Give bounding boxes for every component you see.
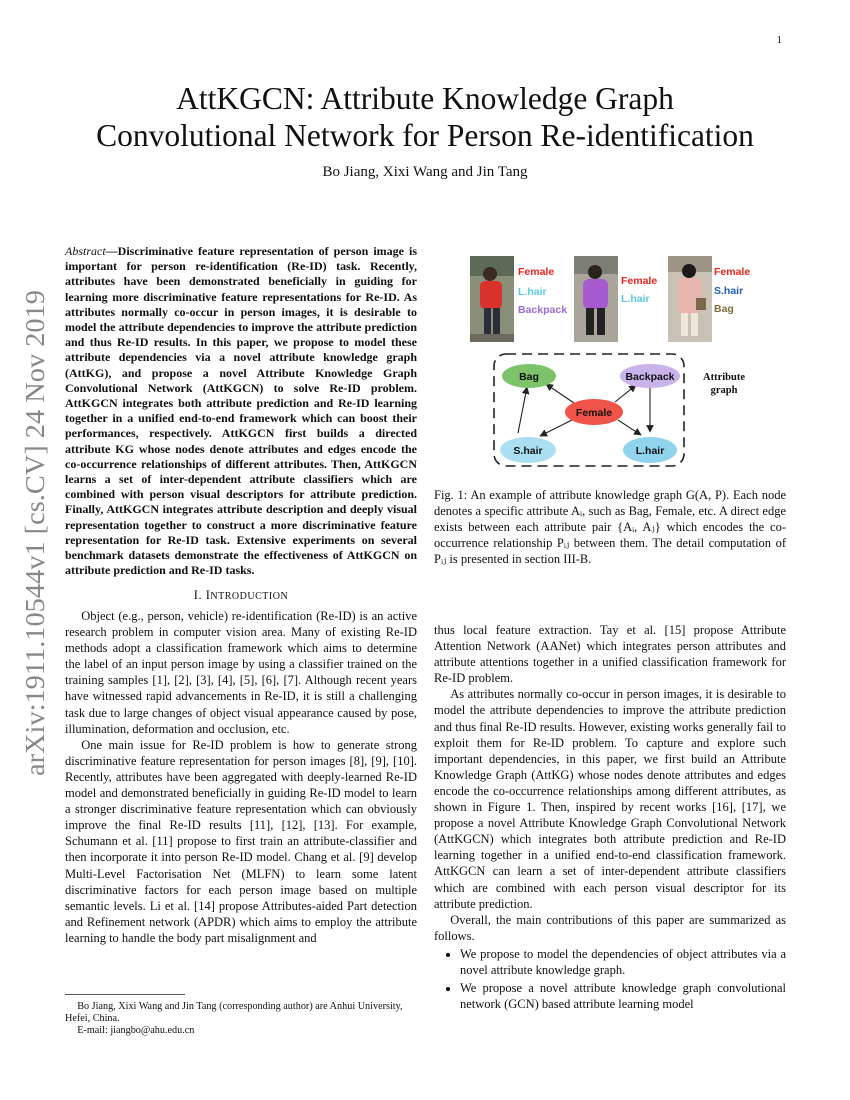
page-number: 1 xyxy=(776,34,782,46)
intro-paragraph-2: One main issue for Re-ID problem is how to generate strong discriminative feature representation for person images [8], [9], [10]. Recently, attributes have been aggregated with deeply-learned Re-ID model and demonstrated beneficially in guiding Re-ID model to learn a stronger discriminative feature representation which can obviously improve the final Re-ID results [11], [12], [13]. For example, Schumann et al. [11] propose to first train an attribute-classifier and then incorporate it into person Re-ID model. Chang et al. [9] develop Multi-Level Factorisation Net (MLFN) to learn some latent discriminative factors for each person image based on multiple semantic levels. Li et al. [14] propose Attributes-aided Part detection and Refinement network (APDR) which aims to employ the attribute learning to handle the body part misalignment and xyxy=(65,737,417,945)
arxiv-identifier: arXiv:1911.10544v1 [cs.CV] 24 Nov 2019 xyxy=(20,313,50,776)
paper-title xyxy=(60,80,790,154)
abstract-label: Abstract xyxy=(65,244,106,258)
person-2-label-1: Female xyxy=(621,275,658,287)
introduction-body xyxy=(65,608,417,946)
title-line-2: Convolutional Network for Person Re-identification xyxy=(96,118,754,153)
edge-female-lhair xyxy=(618,420,641,435)
person-1-label-2: L.hair xyxy=(518,286,547,298)
edge-shair-bag xyxy=(518,387,527,433)
node-female-label: Female xyxy=(575,407,613,419)
person-2-label-2: L.hair xyxy=(621,293,650,305)
right-paragraph-3: Overall, the main contributions of this paper are summarized as follows. xyxy=(434,912,786,943)
edge-female-backpack xyxy=(615,385,636,402)
person-1-label-1: Female xyxy=(518,266,555,278)
arxiv-sidebar xyxy=(14,288,54,778)
section-heading xyxy=(65,588,417,603)
person-1-label-3: Backpack xyxy=(518,304,568,316)
node-lhair-label: L.hair xyxy=(635,445,665,457)
node-bag-label: Bag xyxy=(519,371,539,383)
right-paragraph-2: As attributes normally co-occur in person images, it is desirable to model the attribute dependencies to improve the attribute prediction and thus final Re-ID results. However, existing works generally fail to exploit them for Re-ID problem. To capture and explore such important dependencies, in this paper, we first build an Attribute Knowledge Graph (AttKG) whose nodes denote attributes and edges encode the co-occurrence relationships among different attributes, as shown in Figure 1. Then, inspired by recent works [16], [17], we propose a novel Attribute Knowledge Graph Convolutional Network (AttKGCN) which integrates both attribute prediction and Re-ID learning together in a unified end-to-end classification framework. AttKGCN can learn a set of inter-dependent attribute classifiers which are combined with each person visual descriptor for its attribute prediction. xyxy=(434,687,786,911)
person-3-label-2: S.hair xyxy=(714,285,744,297)
edge-female-bag xyxy=(546,384,574,403)
graph-label-line-1: Attribute xyxy=(703,372,745,383)
person-3-label-3: Bag xyxy=(714,303,734,315)
contributions-list xyxy=(434,946,786,1012)
intro-paragraph-1: Object (e.g., person, vehicle) re-identification (Re-ID) is an active research problem in computer vision area. Many of existing Re-ID methods adopt a classification framework which aims to determine the label of an input person image by using a classifier trained on the training samples [1], [2], [3], [4], [5], [6], [7]. Although recent years have witnessed rapid advancements in Re-ID, it is still a challenging task due to large changes of object visual appearance caused by pose, illumination, deformation and occlusion, etc. xyxy=(65,609,417,736)
figure-caption: Fig. 1: An example of attribute knowledge graph G(A, P). Each node denotes a specific attribute Aᵢ, such as Bag, Female, etc. A direct edge exists between each attribute pair {Aᵢ, Aⱼ} which encodes the co-occurrence relationship Pᵢⱼ between them. The detail computation of Pᵢⱼ is presented in section III-B. xyxy=(434,488,786,567)
person-3-label-1: Female xyxy=(714,266,751,278)
abstract xyxy=(65,244,417,578)
person-photo-3 xyxy=(668,256,712,342)
edge-female-shair xyxy=(540,420,572,436)
person-photo-2 xyxy=(574,256,618,342)
contribution-item-1: • We propose to model the dependencies of object attributes via a novel attribute knowledge graph. xyxy=(460,946,786,978)
footnote xyxy=(65,1001,417,1038)
title-line-1: AttKGCN: Attribute Knowledge Graph xyxy=(176,81,674,116)
right-column-body xyxy=(434,622,786,1014)
contribution-item-2: • We propose a novel attribute knowledge graph convolutional network (GCN) based attribute learning model xyxy=(460,980,786,1012)
node-backpack-label: Backpack xyxy=(625,371,675,383)
footnote-email: E-mail: jiangbo@ahu.edu.cn xyxy=(77,1025,195,1037)
footnote-affiliation: Bo Jiang, Xixi Wang and Jin Tang (corresponding author) are Anhui University, Hefei, China. xyxy=(65,1001,403,1025)
section-heading-text: I. INTRODUCTION xyxy=(193,588,289,602)
authors: Bo Jiang, Xixi Wang and Jin Tang xyxy=(322,164,528,180)
node-shair-label: S.hair xyxy=(513,445,543,457)
graph-label-line-2: graph xyxy=(710,385,738,396)
abstract-text: —Discriminative feature representation of person image is important for person re-identification (Re-ID) task. Recently, attributes have been demonstrated beneficially in guiding for learning more discriminative feature representations for Re-ID. As attributes normally co-occur in person images, it is desirable to model the attribute dependencies to improve the attribute prediction and thus Re-ID results. In this paper, we propose to model these attribute dependencies via a novel attribute knowledge graph (AttKG), and propose a novel Attribute Knowledge Graph Convolutional Network (AttKGCN) to solve Re-ID problem. AttKGCN integrates both attribute prediction and Re-ID learning together in a unified end-to-end framework which can boost their performances, respectively. AttKGCN first builds a directed attribute KG whose nodes denote attributes and edges encode the co-occurrence relationships of different attributes. Then, AttKGCN learns a set of inter-dependent attribute classifiers which are combined with person visual descriptors for attribute prediction. Finally, AttKGCN integrates attribute description and deeply visual representation together to construct a more discriminative feature representation for Re-ID task. Extensive experiments on several benchmark datasets demonstrate the effectiveness of AttKGCN on attribute prediction and Re-ID tasks. xyxy=(65,244,417,578)
figure-1 xyxy=(434,250,786,485)
person-photo-1 xyxy=(470,256,514,342)
right-paragraph-1: thus local feature extraction. Tay et al. [15] propose Attribute Attention Network (AANet) which integrates person attributes and attribute attentions together in a unified classification framework for Re-ID problem. xyxy=(434,623,786,686)
footnote-rule xyxy=(65,994,185,995)
